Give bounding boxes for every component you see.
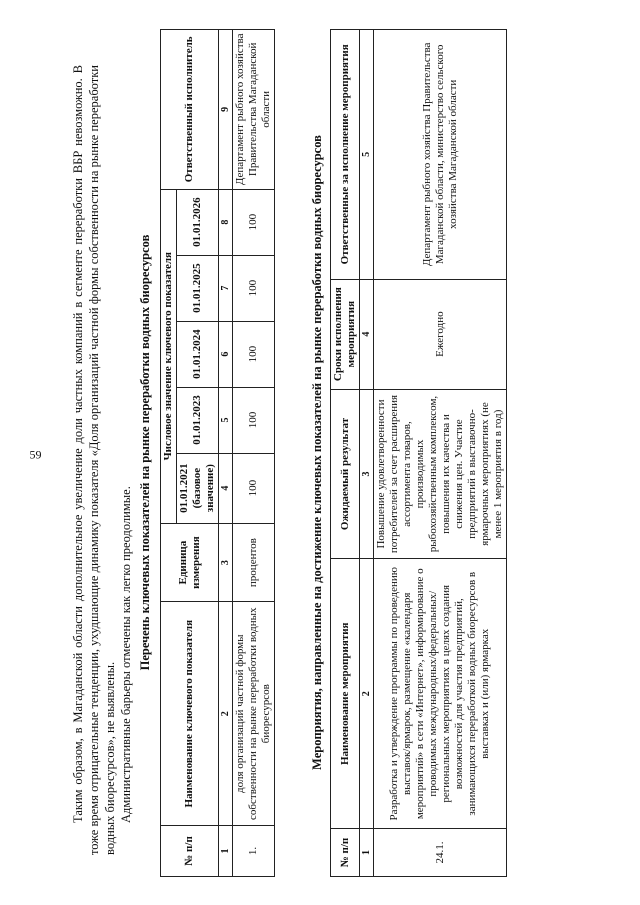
measures-table	[330, 29, 507, 877]
unit: процентов	[233, 523, 275, 602]
table1-title: Перечень ключевых показателей на рынке переработки водных биоресурсов	[138, 234, 152, 671]
header-base-value: 01.01.2021 (базовое значение)	[177, 453, 219, 523]
header-responsible: Ответственные за исполнение мероприятия	[331, 30, 360, 280]
col-number: 4	[360, 279, 374, 389]
col-number: 3	[360, 389, 374, 559]
col-number: 4	[219, 453, 233, 523]
header-values-group: Числовое значение ключевого показателя	[161, 189, 177, 523]
table2-title: Мероприятия, направленные на достижение ключевых показателей на рынке переработки водных биоресурсов	[310, 135, 324, 770]
col-number: 2	[219, 602, 233, 825]
indicator-name: доля организаций частной формы собственности на рынке переработки водных биоресурсов	[233, 602, 275, 825]
col-number: 1	[360, 829, 374, 877]
responsible: Департамент рыбного хозяйства Правительства Магаданской области, министерство сельского хозяйства Магаданской области	[374, 30, 507, 280]
intro-text	[70, 65, 134, 855]
value-2026: 100	[233, 189, 275, 255]
col-number: 9	[219, 30, 233, 190]
header-num: № п/п	[331, 829, 360, 877]
intro-paragraph-1: Таким образом, в Магаданской области дополнительное увеличение доли частных компаний в сегменте переработки ВБР невозможно. В тоже время отрицательные тенденции, ухудшающие динамику показателя «Доля организаций частной формы собственности на рынке переработки водных биоресурсов», не выявлены.	[71, 65, 117, 855]
col-number: 7	[219, 255, 233, 321]
header-responsible: Ответственный исполнитель	[161, 30, 219, 190]
header-measure-name: Наименование мероприятия	[331, 559, 360, 829]
header-2023: 01.01.2023	[177, 387, 219, 453]
col-number: 2	[360, 559, 374, 829]
key-indicators-table	[160, 29, 275, 877]
value-base: 100	[233, 453, 275, 523]
value-2025: 100	[233, 255, 275, 321]
header-unit: Единица измерения	[161, 523, 219, 602]
header-expected-result: Ожидаемый результат	[331, 389, 360, 559]
header-2026: 01.01.2026	[177, 189, 219, 255]
table-row	[374, 30, 507, 877]
col-number: 1	[219, 825, 233, 876]
header-2024: 01.01.2024	[177, 321, 219, 387]
col-number: 8	[219, 189, 233, 255]
table-row	[233, 30, 275, 877]
col-number: 5	[360, 30, 374, 280]
expected-result: Повышение удовлетворенности потребителей за счет расширения ассортимента товаров, производимых рыбохозяйственным комплексом, повышения их качества и снижения цен. Участие предприятий в выставочно-ярмарочных мероприятиях (не менее 1 мероприятия в год)	[374, 389, 507, 559]
value-2023: 100	[233, 387, 275, 453]
col-number: 6	[219, 321, 233, 387]
page-number: 59	[29, 447, 42, 462]
row-num: 24.1.	[374, 829, 507, 877]
measure-name: Разработка и утверждение программы по проведению выставок/ярмарок, размещение «календаря мероприятий» в сети «Интернет», информирование о проводимых международных/федеральных/ региональных мероприятиях в целях создания возможностей для участия предприятий, занимающихся переработкой водных биоресурсов в выставках и (или) ярмарках	[374, 559, 507, 829]
row-num: 1.	[233, 825, 275, 876]
intro-paragraph-2: Административные барьеры отмечены как легко преодолимые.	[119, 486, 133, 823]
header-2025: 01.01.2025	[177, 255, 219, 321]
header-indicator-name: Наименование ключевого показателя	[161, 602, 219, 825]
header-term: Сроки исполнения мероприятия	[331, 279, 360, 389]
header-num: № п/п	[161, 825, 219, 876]
col-number: 3	[219, 523, 233, 602]
responsible: Департамент рыбного хозяйства Правительства Магаданской области	[233, 30, 275, 190]
term: Ежегодно	[374, 279, 507, 389]
value-2024: 100	[233, 321, 275, 387]
col-number: 5	[219, 387, 233, 453]
